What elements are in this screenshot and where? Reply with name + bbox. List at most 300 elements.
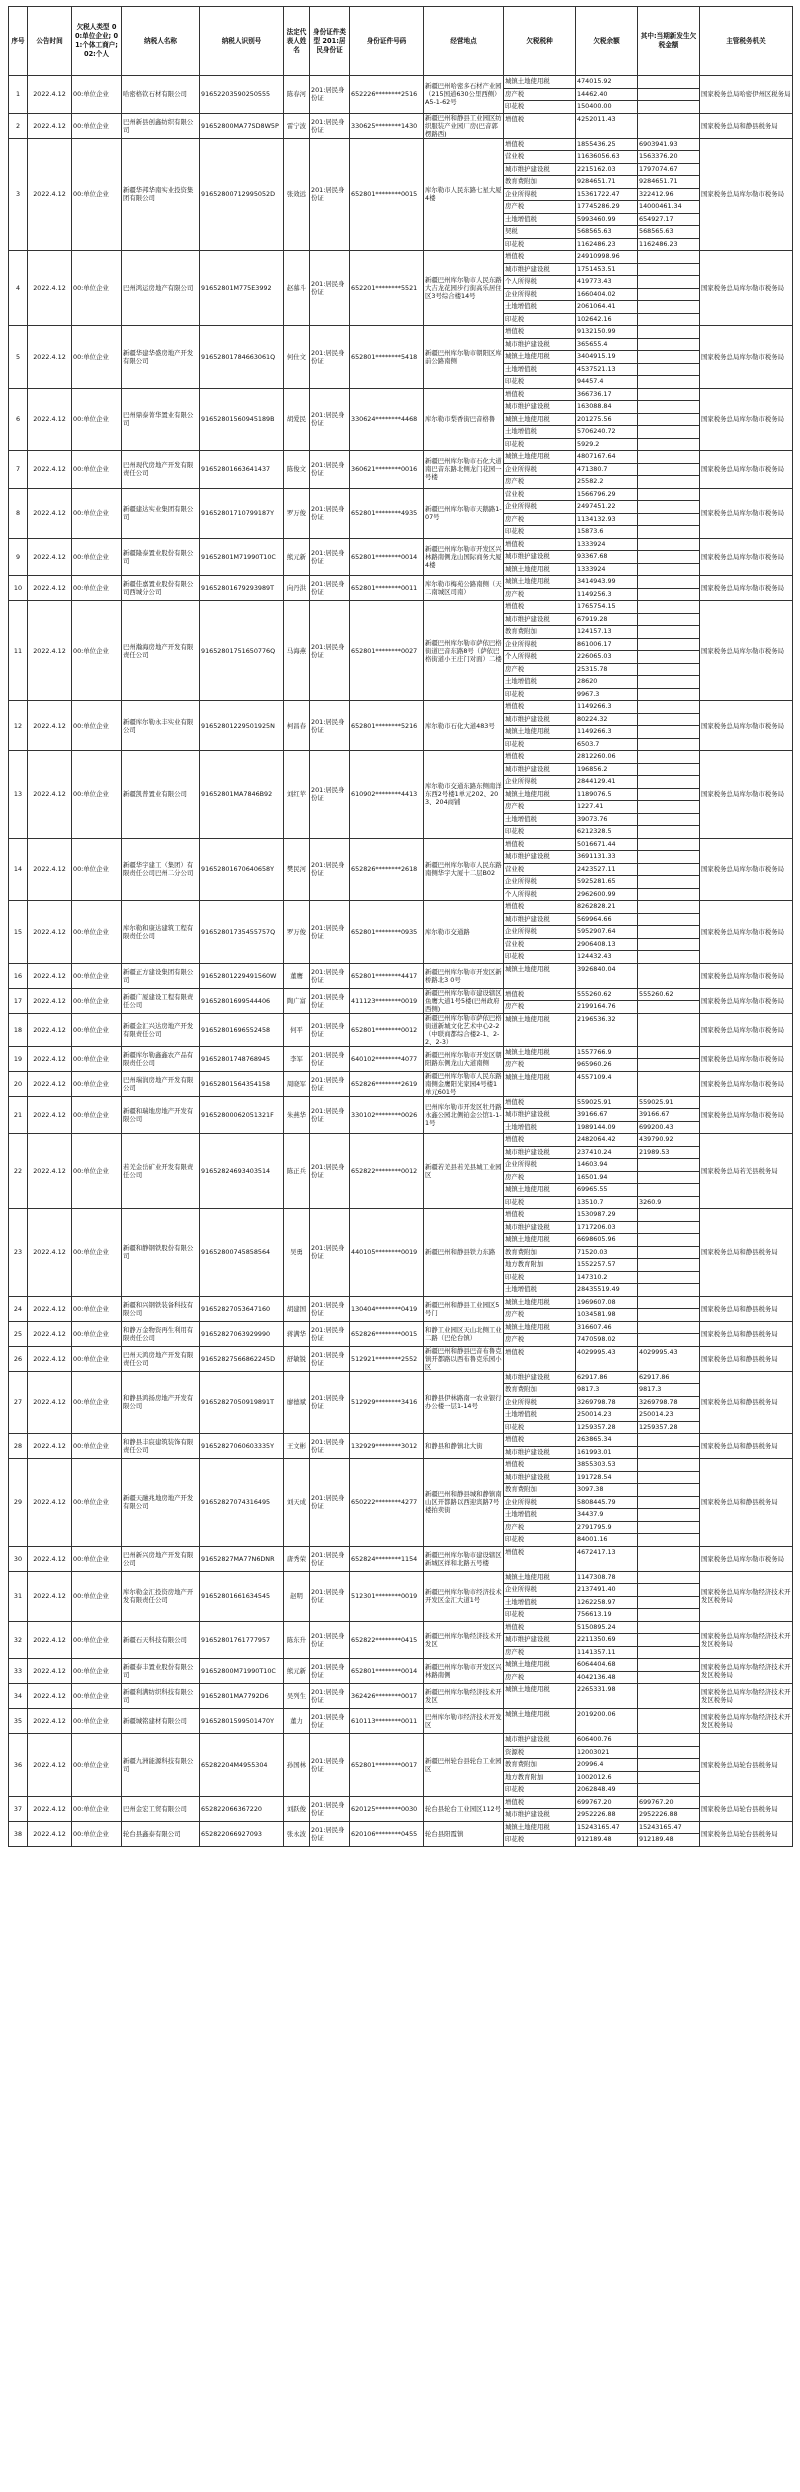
tax-type-item: 房产税	[504, 201, 575, 214]
row-address-cell: 新疆巴州库尔勒市天鹅路1-07号	[424, 488, 504, 538]
tax-type-item: 土地增值税	[504, 426, 575, 439]
tax-type-item: 城镇土地使用税	[504, 1322, 575, 1335]
row-type-cell: 00:单位企业	[72, 251, 122, 326]
tax-balance-item: 2962600.99	[577, 889, 616, 898]
row-seq-cell: 3	[9, 138, 28, 251]
row-tax-office-cell: 国家税务总局和静县税务局	[700, 1346, 793, 1371]
tax-balance-item: 5952907.64	[576, 926, 637, 939]
row-tin-cell: 91652801748768945	[200, 1046, 284, 1071]
row-taxtype-cell	[504, 1821, 576, 1846]
row-type-cell: 00:单位企业	[72, 1434, 122, 1459]
row-legal-rep-cell: 周晓军	[284, 1071, 310, 1096]
row-date-cell: 2022.4.12	[28, 751, 72, 839]
tax-new-item	[638, 826, 699, 838]
tax-new-item: 6903941.93	[638, 139, 699, 152]
row-id-type-cell: 201:居民身份证	[310, 1821, 350, 1846]
row-seq-cell: 11	[9, 601, 28, 701]
row-taxtype-cell	[504, 1371, 576, 1434]
tax-balance-item: 2265331.98	[577, 1685, 616, 1693]
row-balance-cell	[576, 388, 638, 451]
tax-type-item: 印花税	[505, 1785, 525, 1793]
row-id-number-cell: 652826********0015	[350, 1321, 424, 1346]
tax-new-item	[638, 1509, 699, 1522]
row-taxtype-cell	[504, 138, 576, 251]
row-taxtype-cell	[504, 988, 576, 1013]
tax-type-item: 印花税	[505, 827, 525, 835]
tax-balance-item: 1333924	[577, 564, 606, 573]
row-taxpayer-name-cell: 轮台县鑫泰有限公司	[122, 1821, 200, 1846]
row-taxtype-cell	[504, 1013, 576, 1046]
tax-balance-item: 9967.3	[577, 689, 600, 698]
tax-new-item	[638, 1534, 699, 1546]
row-tax-office-cell: 国家税务总局库尔勒市税务局	[700, 1071, 793, 1096]
row-legal-rep-cell: 吴勇	[284, 1209, 310, 1297]
table-row	[9, 76, 793, 114]
row-tax-office-cell: 国家税务总局和静县税务局	[700, 1321, 793, 1346]
tax-new-item	[638, 551, 699, 564]
tax-new-item	[638, 476, 699, 488]
row-taxtype-cell	[504, 838, 576, 901]
row-address-cell: 新疆巴州库尔勒市朝阳区库前公路南侧	[424, 326, 504, 389]
row-balance-cell	[576, 251, 638, 326]
row-address-cell: 新疆巴州轮台县轮台工业园区	[424, 1734, 504, 1797]
row-date-cell: 2022.4.12	[28, 1546, 72, 1571]
tax-type-item: 增值税	[504, 839, 575, 852]
row-seq-cell: 17	[9, 988, 28, 1013]
row-tin-cell: 91652801MA7846B92	[200, 751, 284, 839]
tax-new-item	[638, 1609, 699, 1621]
row-id-type-cell: 201:居民身份证	[310, 1434, 350, 1459]
row-seq-cell: 32	[9, 1621, 28, 1659]
row-date-cell: 2022.4.12	[28, 1571, 72, 1621]
row-tin-cell: 652822066927093	[200, 1821, 284, 1846]
tax-type-item: 个人所得税	[504, 276, 575, 289]
row-balance-cell	[576, 1796, 638, 1821]
row-balance-cell	[576, 1046, 638, 1071]
tax-type-item: 增值税	[505, 1347, 525, 1356]
row-id-number-cell: 512921********2552	[350, 1346, 424, 1371]
row-id-number-cell: 610113********0011	[350, 1709, 424, 1734]
table-row	[9, 1096, 793, 1134]
table-row	[9, 1013, 793, 1046]
tax-new-item	[638, 489, 699, 502]
tax-type-item: 城镇土地使用税	[505, 1685, 550, 1693]
tax-balance-item: 316607.46	[576, 1322, 637, 1335]
row-address-cell: 新疆巴州库尔勒市人民东路南侧金鹰阳光家园4号楼1单元601号	[425, 1071, 502, 1096]
row-balance-cell	[576, 1659, 638, 1684]
table-row	[9, 1684, 793, 1709]
row-taxpayer-name-cell: 新疆华宇建工（集团）有限责任公司巴州二分公司	[122, 838, 200, 901]
row-type-cell: 00:单位企业	[72, 751, 122, 839]
row-id-number-cell: 640102********4077	[350, 1046, 424, 1071]
row-balance-cell	[576, 1071, 638, 1096]
row-legal-rep-cell: 王文彬	[284, 1434, 310, 1459]
tax-type-item: 城镇土地使用税	[504, 1047, 575, 1060]
row-taxpayer-name-cell: 若羌金岳矿业开发有限责任公司	[122, 1134, 200, 1209]
tax-balance-item: 39073.76	[576, 814, 637, 827]
row-address-cell: 新疆巴州和静县工业园区纺织服装产业园厂房(巴音郭楞路西)	[425, 113, 502, 138]
tax-balance-item: 2791795.9	[576, 1522, 637, 1535]
row-seq-cell: 24	[9, 1296, 28, 1321]
tax-type-item: 土地增值税	[504, 364, 575, 377]
tax-balance-item: 1134132.93	[576, 514, 637, 527]
row-date-cell: 2022.4.12	[28, 113, 72, 138]
tax-new-item	[638, 1672, 699, 1684]
row-id-type-cell: 201:居民身份证	[310, 1734, 350, 1797]
row-legal-rep-cell: 朱燕华	[284, 1096, 310, 1134]
row-tin-cell: 91652801599501470Y	[200, 1709, 284, 1734]
tax-type-item: 印花税	[505, 314, 525, 323]
tax-balance-item: 124432.43	[577, 952, 612, 960]
row-tin-cell: 91652801670640658Y	[200, 838, 284, 901]
tax-balance-item: 861006.17	[576, 639, 637, 652]
row-id-number-cell: 330102********0026	[350, 1096, 424, 1134]
row-taxpayer-name-cell: 和静万金物资再生利用有限责任公司	[122, 1321, 200, 1346]
row-taxtype-cell	[504, 1321, 576, 1346]
tax-new-item	[638, 264, 699, 277]
tax-new-item: 15243165.47	[638, 1822, 699, 1835]
row-id-type-cell: 201:居民身份证	[310, 488, 350, 538]
tax-type-item: 城镇土地使用税	[504, 726, 575, 739]
row-date-cell: 2022.4.12	[28, 1346, 72, 1371]
table-row	[9, 488, 793, 538]
tax-balance-item: 24910998.96	[576, 251, 637, 264]
tax-new-item: 39166.67	[638, 1109, 699, 1122]
row-address-cell: 新疆巴州库尔勒市建设辖区鱼鹰大道1号5楼(巴州政府西侧)	[425, 988, 502, 1013]
table-row	[9, 1134, 793, 1209]
row-id-number-cell: 132929********3012	[350, 1434, 424, 1459]
row-new-cell	[638, 1546, 700, 1571]
table-row	[9, 326, 793, 389]
row-taxpayer-name-cell: 新疆九洲能源科技有限公司	[122, 1734, 200, 1797]
row-taxpayer-name-cell: 库尔勒金汇投资房地产开发有限责任公司	[122, 1571, 200, 1621]
tax-new-item: 62917.86	[638, 1372, 699, 1385]
row-new-cell	[638, 1659, 700, 1684]
tax-balance-item: 250014.23	[576, 1409, 637, 1422]
tax-new-item	[638, 1222, 699, 1235]
table-row	[9, 963, 793, 988]
row-taxpayer-name-cell: 新疆和瑞地房地产开发有限公司	[122, 1096, 200, 1134]
tax-type-item: 房产税	[505, 1647, 525, 1656]
row-date-cell: 2022.4.12	[28, 1796, 72, 1821]
row-new-cell	[638, 1321, 700, 1346]
row-new-cell	[638, 1684, 700, 1709]
row-new-cell	[638, 1459, 700, 1547]
tax-balance-item: 2482064.42	[576, 1134, 637, 1147]
tax-new-item	[638, 1547, 699, 1559]
tax-type-item: 地方教育附加	[504, 1772, 575, 1785]
tax-type-item: 房产税	[504, 801, 575, 814]
row-tin-cell: 91652801699544406	[200, 988, 284, 1013]
tax-new-item	[638, 1497, 699, 1510]
tax-balance-item: 1989144.09	[577, 1122, 616, 1131]
row-taxtype-cell	[504, 1046, 576, 1071]
row-date-cell: 2022.4.12	[28, 251, 72, 326]
table-row	[9, 1209, 793, 1297]
tax-balance-item: 161993.01	[577, 1447, 612, 1456]
row-taxpayer-name-cell: 新疆华建华盛房地产开发有限公司	[122, 326, 200, 389]
row-id-number-cell: 652801********5216	[350, 701, 424, 751]
tax-new-item	[638, 1322, 699, 1335]
tax-new-item	[638, 564, 699, 576]
row-type-cell: 00:单位企业	[72, 1371, 122, 1434]
row-new-cell	[638, 701, 700, 751]
table-row	[9, 1459, 793, 1547]
tax-type-item: 增值税	[504, 1134, 575, 1147]
tax-balance-item: 226065.03	[576, 651, 637, 664]
tax-balance-item: 1765754.15	[576, 601, 637, 614]
tax-type-item: 企业所得税	[504, 776, 575, 789]
tax-type-item: 城市维护建设税	[504, 1634, 575, 1647]
row-type-cell: 00:单位企业	[72, 488, 122, 538]
tax-balance-item: 2196536.32	[577, 1014, 616, 1023]
tax-new-item	[638, 376, 699, 388]
tax-new-item	[638, 1209, 699, 1222]
tax-type-item: 增值税	[504, 326, 575, 339]
row-id-number-cell: 652801********0935	[350, 901, 424, 964]
tax-balance-item: 471380.7	[576, 464, 637, 477]
row-address-cell: 新疆巴州库尔勒市石化大道南巴音东路北侧龙门花园一号楼	[424, 451, 504, 489]
col-type-header: 欠税人类型 00:单位企业; 01:个体工商户; 02:个人	[72, 7, 122, 76]
tax-new-item	[638, 951, 699, 963]
tax-balance-item: 71520.03	[576, 1247, 637, 1260]
row-date-cell: 2022.4.12	[28, 326, 72, 389]
row-tax-office-cell: 国家税务总局和静县税务局	[700, 1296, 793, 1321]
tax-new-item	[638, 1334, 699, 1346]
table-row	[9, 1546, 793, 1571]
table-row	[9, 451, 793, 489]
tax-new-item	[638, 501, 699, 514]
tax-balance-item: 25582.2	[577, 477, 604, 485]
row-tax-office-cell: 国家税务总局库尔勒市税务局	[700, 1546, 793, 1571]
tax-new-item	[638, 789, 699, 802]
row-taxpayer-name-cell: 新疆城铭建材有限公司	[122, 1709, 200, 1734]
row-seq-cell: 4	[9, 251, 28, 326]
row-address-cell: 库尔勒市交通路	[424, 901, 504, 964]
row-taxpayer-name-cell: 和静县鸿扬房地产开发有限公司	[122, 1371, 200, 1434]
row-balance-cell	[576, 326, 638, 389]
row-id-type-cell: 201:居民身份证	[310, 988, 350, 1013]
row-legal-rep-cell: 董力	[284, 1709, 310, 1734]
row-address-cell: 库尔勒市梅苑公路南侧（天二南城区司南）	[424, 576, 504, 601]
row-type-cell: 00:单位企业	[72, 901, 122, 964]
tax-balance-item: 1751453.51	[576, 264, 637, 277]
row-id-number-cell: 652826********2618	[350, 838, 424, 901]
tax-new-item	[638, 1747, 699, 1760]
tax-balance-item: 237410.24	[576, 1147, 637, 1160]
row-id-type-cell: 201:居民身份证	[310, 1684, 350, 1709]
row-tin-cell: 91652801229491560W	[200, 963, 284, 988]
tax-balance-item: 2812260.06	[576, 751, 637, 764]
tax-type-item: 城市维护建设税	[504, 164, 575, 177]
tax-type-item: 契税	[504, 226, 575, 239]
row-tin-cell: 65282204M4955304	[200, 1734, 284, 1797]
tax-balance-item: 150400.00	[577, 102, 612, 110]
row-tin-cell: 91652801M775E3992	[200, 251, 284, 326]
row-balance-cell	[576, 1296, 638, 1321]
row-id-number-cell: 652801********0012	[350, 1013, 424, 1046]
row-taxtype-cell	[504, 601, 576, 701]
table-row	[9, 388, 793, 451]
row-type-cell: 00:单位企业	[72, 1734, 122, 1797]
row-id-number-cell: 652824********1154	[350, 1546, 424, 1571]
tax-type-item: 企业所得税	[504, 639, 575, 652]
tax-type-item: 城镇土地使用税	[504, 1234, 575, 1247]
tax-type-item: 房产税	[504, 1522, 575, 1535]
tax-new-item	[638, 1172, 699, 1185]
row-taxtype-cell	[504, 701, 576, 751]
tax-type-item: 城市维护建设税	[504, 551, 575, 564]
tax-balance-item: 28435519.49	[577, 1285, 620, 1293]
tax-type-item: 城市维护建设税	[504, 264, 575, 277]
tax-new-item	[638, 639, 699, 652]
row-id-type-cell: 201:居民身份证	[310, 1046, 350, 1071]
row-taxpayer-name-cell: 新疆石天科技有限公司	[122, 1621, 200, 1659]
row-type-cell: 00:单位企业	[72, 1571, 122, 1621]
tax-balance-item: 9284651.71	[576, 176, 637, 189]
tax-type-item: 增值税	[505, 1547, 525, 1556]
tax-type-item: 印花税	[505, 739, 525, 748]
tax-type-item: 印花税	[505, 1835, 525, 1843]
row-seq-cell: 22	[9, 1134, 28, 1209]
row-id-type-cell: 201:居民身份证	[310, 1013, 350, 1046]
row-balance-cell	[576, 1096, 638, 1134]
row-seq-cell: 38	[9, 1821, 28, 1846]
row-tax-office-cell: 国家税务总局和静县税务局	[700, 1371, 793, 1434]
row-tax-office-cell: 国家税务总局库尔勒市税务局	[700, 963, 793, 988]
tax-type-item: 城镇土地使用税	[504, 1572, 575, 1585]
tax-type-item: 增值税	[504, 751, 575, 764]
row-legal-rep-cell: 孙国林	[284, 1734, 310, 1797]
tax-balance-item: 3414943.99	[576, 576, 637, 589]
tax-new-item	[638, 926, 699, 939]
row-tin-cell: 91652827566862245D	[200, 1346, 284, 1371]
row-taxpayer-name-cell: 新疆库尔勒鑫鑫农产品有限责任公司	[122, 1046, 200, 1071]
row-id-type-cell: 201:居民身份证	[310, 1134, 350, 1209]
row-tin-cell: 91652827MA77N6DNR	[200, 1546, 284, 1571]
row-id-number-cell: 330625********1430	[350, 113, 424, 138]
tax-new-item	[638, 1684, 699, 1696]
row-tin-cell: 91652800745858564	[200, 1209, 284, 1297]
row-balance-cell	[576, 576, 638, 601]
row-date-cell: 2022.4.12	[28, 701, 72, 751]
row-tax-office-cell: 国家税务总局和静县税务局	[700, 1459, 793, 1547]
row-new-cell	[638, 138, 700, 251]
row-id-number-cell: 620125********0030	[350, 1796, 424, 1821]
tax-balance-item: 5929.2	[577, 439, 600, 448]
row-legal-rep-cell: 陈正兵	[284, 1134, 310, 1209]
tax-type-item: 城市维护建设税	[504, 851, 575, 864]
tax-new-item	[638, 526, 699, 538]
row-tin-cell: 91652801751650776Q	[200, 601, 284, 701]
row-legal-rep-cell: 刘天成	[284, 1459, 310, 1547]
row-taxpayer-name-cell: 巴州瑞润房地产开发有限公司	[122, 1071, 200, 1096]
tax-balance-item: 196856.2	[576, 764, 637, 777]
tax-new-item	[638, 939, 699, 952]
row-seq-cell: 19	[9, 1046, 28, 1071]
row-id-type-cell: 201:居民身份证	[310, 451, 350, 489]
tax-new-item	[638, 776, 699, 789]
col-id-header: 身份证件号码	[350, 7, 424, 76]
tax-new-item	[638, 651, 699, 664]
tax-type-item: 房产税	[504, 89, 575, 102]
tax-balance-item: 2952226.88	[577, 1810, 616, 1818]
tax-balance-item: 3926840.04	[577, 964, 616, 973]
row-id-number-cell: 440105********0019	[350, 1209, 424, 1297]
tax-balance-item: 1969607.08	[576, 1297, 637, 1310]
row-legal-rep-cell: 舒敏锐	[284, 1346, 310, 1371]
tax-new-item: 568565.63	[638, 226, 699, 239]
tax-balance-item: 474015.92	[576, 76, 637, 89]
tax-balance-item: 3404915.19	[576, 351, 637, 364]
tax-balance-item: 5925281.65	[576, 876, 637, 889]
tax-new-item: 1259357.28	[639, 1422, 678, 1431]
row-id-number-cell: 652801********0015	[350, 138, 424, 251]
table-row	[9, 1321, 793, 1346]
tax-new-item	[638, 714, 699, 727]
table-row	[9, 1821, 793, 1846]
tax-type-item: 营业税	[504, 939, 575, 952]
tax-new-item: 699767.20	[638, 1797, 699, 1810]
row-type-cell: 00:单位企业	[72, 1546, 122, 1571]
row-type-cell: 00:单位企业	[72, 1071, 122, 1096]
tax-balance-item: 6503.7	[577, 739, 600, 748]
row-type-cell: 00:单位企业	[72, 988, 122, 1013]
tax-new-item	[638, 1459, 699, 1472]
row-new-cell	[638, 113, 700, 138]
row-taxtype-cell	[504, 388, 576, 451]
row-taxtype-cell	[504, 1134, 576, 1209]
tax-balance-item: 1552257.57	[576, 1259, 637, 1272]
row-address-cell: 新疆巴州库尔勒市萨依巴格街道巴音东路8号（萨依巴格街道小王庄门对面）二楼	[424, 601, 504, 701]
row-date-cell: 2022.4.12	[28, 488, 72, 538]
tax-type-item: 土地增值税	[504, 1509, 575, 1522]
tax-type-item: 房产税	[505, 477, 525, 485]
tax-type-item: 个人所得税	[505, 889, 537, 898]
tax-balance-item: 12003021	[576, 1747, 637, 1760]
tax-new-item	[638, 901, 699, 914]
row-legal-rep-cell: 张效远	[284, 138, 310, 251]
tax-type-item: 企业所得税	[504, 926, 575, 939]
row-tin-cell: 91652801MA7792D6	[200, 1684, 284, 1709]
row-tax-office-cell: 国家税务总局库尔勒市税务局	[700, 1046, 793, 1071]
row-legal-rep-cell: 廖德斌	[284, 1371, 310, 1434]
tax-new-item	[638, 1234, 699, 1247]
tax-type-item: 增值税	[505, 114, 525, 123]
row-balance-cell	[576, 963, 638, 988]
row-id-type-cell: 201:居民身份证	[310, 751, 350, 839]
tax-new-item: 654927.17	[638, 214, 699, 227]
tax-type-item: 增值税	[504, 1434, 575, 1447]
tax-balance-item: 2199164.76	[577, 1002, 616, 1010]
row-taxpayer-name-cell: 新疆佳嘉置业股份有限公司西城分公司	[122, 576, 200, 601]
row-tax-office-cell: 国家税务总局和静县税务局	[700, 1434, 793, 1459]
row-taxtype-cell	[504, 76, 576, 114]
tax-new-item	[638, 664, 699, 677]
tax-new-item: 699200.43	[639, 1122, 674, 1131]
tax-balance-item: 1149256.3	[577, 589, 612, 598]
tax-type-item: 教育费附加	[504, 1484, 575, 1497]
tax-balance-item: 5150895.24	[576, 1622, 637, 1635]
tax-balance-item: 39166.67	[576, 1109, 637, 1122]
tax-balance-item: 1557766.9	[576, 1047, 637, 1060]
row-taxpayer-name-cell: 新疆广厦建设工程有限责任公司	[122, 988, 200, 1013]
tax-type-item: 房产税	[504, 514, 575, 527]
tax-new-item	[638, 751, 699, 764]
row-new-cell	[638, 751, 700, 839]
row-legal-rep-cell: 向丹洪	[284, 576, 310, 601]
row-seq-cell: 9	[9, 538, 28, 576]
